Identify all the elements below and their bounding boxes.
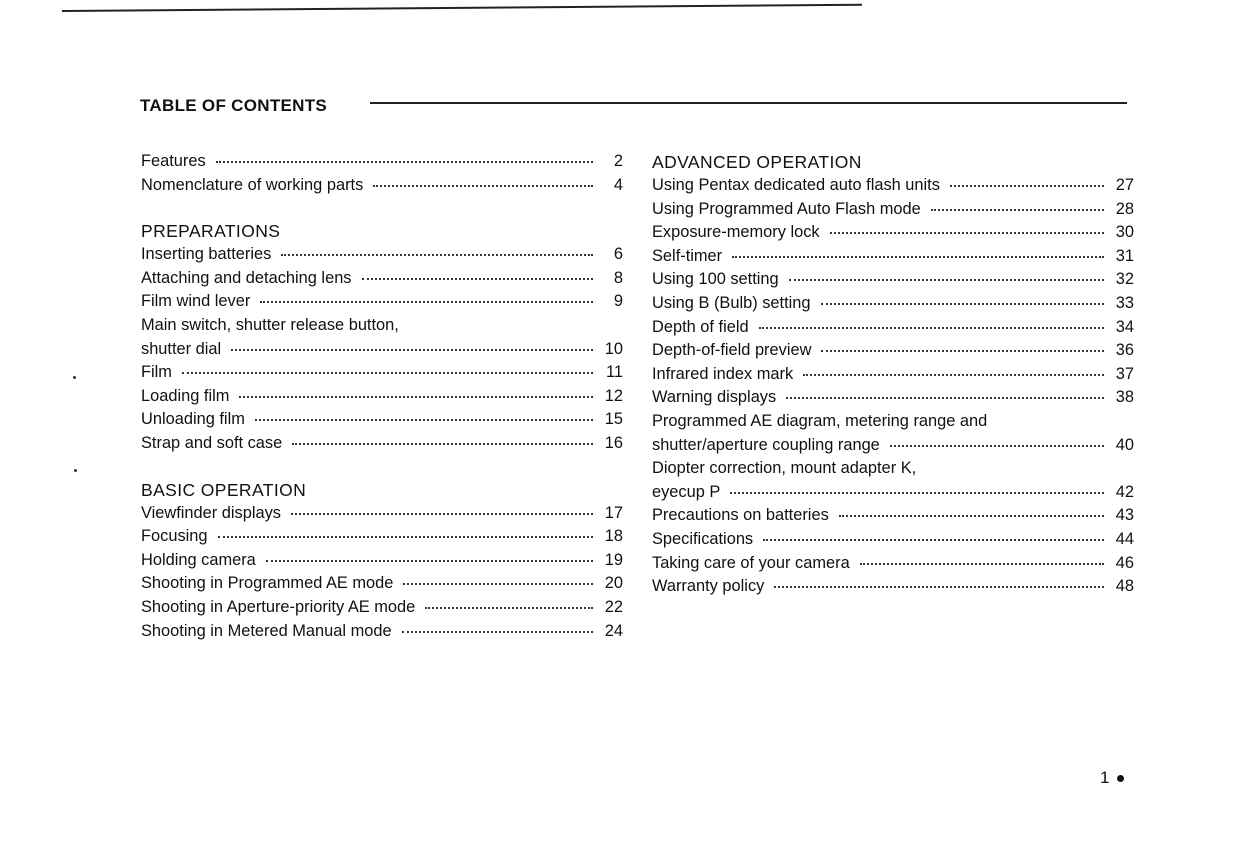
toc-entry-page: 48 <box>1115 577 1134 596</box>
toc-entry[interactable] <box>652 316 1134 340</box>
toc-entry-label: eyecup P <box>652 482 721 501</box>
dot-leader <box>830 232 1104 234</box>
toc-entry-page: 19 <box>604 550 623 569</box>
toc-entry-label: Warranty policy <box>652 577 765 596</box>
dot-leader <box>291 513 593 515</box>
dot-leader <box>860 563 1104 565</box>
toc-entry-page: 17 <box>604 503 623 522</box>
toc-entry-page: 28 <box>1115 199 1134 218</box>
dot-leader <box>931 209 1104 211</box>
toc-entry-page: 43 <box>1115 506 1134 525</box>
toc-entry[interactable] <box>652 339 1134 363</box>
dot-leader <box>239 396 593 398</box>
scan-speck <box>73 376 76 379</box>
toc-entry[interactable] <box>141 620 623 644</box>
toc-entry-label: Using B (Bulb) setting <box>652 293 811 312</box>
toc-entry[interactable] <box>141 361 623 385</box>
toc-entry-page: 9 <box>613 292 623 311</box>
dot-leader <box>266 560 593 562</box>
toc-entry-label: Depth-of-field preview <box>652 341 812 360</box>
toc-entry-page: 44 <box>1115 529 1134 548</box>
toc-entry-page: 30 <box>1115 223 1134 242</box>
toc-entry-label: Main switch, shutter release button, <box>141 315 399 334</box>
toc-entry-page: 10 <box>604 339 623 358</box>
toc-entry-label: Inserting batteries <box>141 245 272 264</box>
toc-entry-label: Programmed AE diagram, metering range and <box>652 411 988 430</box>
toc-entry-page: 12 <box>604 386 623 405</box>
toc-entry-label: Depth of field <box>652 317 749 336</box>
dot-leader <box>231 349 593 351</box>
toc-entry[interactable] <box>141 243 623 267</box>
toc-entry-continued[interactable] <box>652 410 1134 434</box>
toc-entry-continued[interactable] <box>652 457 1134 481</box>
toc-entry[interactable] <box>652 552 1134 576</box>
toc-entry-label: Nomenclature of working parts <box>141 175 364 194</box>
dot-leader <box>216 161 593 163</box>
dot-leader <box>950 185 1104 187</box>
dot-leader <box>425 607 593 609</box>
page-title: TABLE OF CONTENTS <box>140 96 328 115</box>
toc-entry-page: 11 <box>605 363 623 382</box>
toc-entry[interactable] <box>141 525 623 549</box>
dot-leader <box>730 492 1104 494</box>
dot-leader <box>260 301 593 303</box>
scan-edge-line <box>62 4 862 12</box>
toc-entry[interactable] <box>652 174 1134 198</box>
scan-speck <box>74 469 77 472</box>
toc-entry-label: Attaching and detaching lens <box>141 268 352 287</box>
dot-leader <box>403 583 593 585</box>
toc-entry[interactable] <box>141 385 623 409</box>
toc-entry[interactable] <box>141 338 623 362</box>
toc-entry[interactable] <box>141 549 623 573</box>
toc-entry[interactable] <box>141 596 623 620</box>
dot-leader <box>218 536 593 538</box>
toc-entry-label: Taking care of your camera <box>652 553 850 572</box>
toc-entry-label: Diopter correction, mount adapter K, <box>652 459 917 478</box>
toc-entry-page: 24 <box>604 621 623 640</box>
toc-entry-page: 34 <box>1115 317 1134 336</box>
toc-entry[interactable] <box>652 198 1134 222</box>
toc-entry-label: Shooting in Metered Manual mode <box>141 621 392 640</box>
toc-entry-page: 2 <box>613 152 623 170</box>
toc-entry[interactable] <box>141 572 623 596</box>
dot-leader <box>281 254 593 256</box>
toc-entry-page: 4 <box>613 175 623 194</box>
toc-entry-page: 36 <box>1115 341 1134 360</box>
toc-entry-page: 38 <box>1115 388 1134 407</box>
toc-entry-label: Specifications <box>652 529 754 548</box>
dot-leader <box>821 350 1104 352</box>
toc-entry[interactable] <box>652 434 1134 458</box>
toc-entry[interactable] <box>141 502 623 526</box>
toc-entry-page: 20 <box>604 574 623 593</box>
toc-entry-page: 46 <box>1115 553 1134 572</box>
toc-entry[interactable] <box>652 221 1134 245</box>
toc-entry[interactable] <box>652 386 1134 410</box>
toc-entry[interactable] <box>652 292 1134 316</box>
bullet-icon <box>1117 775 1124 782</box>
toc-column-right <box>652 150 1134 599</box>
toc-entry-page: 31 <box>1115 246 1134 265</box>
toc-entry-label: Film wind lever <box>141 292 251 311</box>
toc-entry-page: 15 <box>604 410 623 429</box>
toc-column-left <box>141 150 623 643</box>
toc-entry-page: 27 <box>1115 176 1134 194</box>
toc-entry-page: 33 <box>1115 293 1134 312</box>
toc-entry-label: Features <box>141 152 206 170</box>
toc-entry[interactable] <box>141 267 623 291</box>
dot-leader <box>732 256 1104 258</box>
toc-entry-label: Precautions on batteries <box>652 506 829 525</box>
dot-leader <box>839 515 1104 517</box>
toc-entry-page: 22 <box>604 597 623 616</box>
toc-entry-page: 16 <box>604 433 623 452</box>
toc-entry[interactable] <box>141 432 623 456</box>
section-heading-preparations: PREPARATIONS <box>141 221 281 242</box>
toc-entry-page: 6 <box>613 245 623 264</box>
toc-entry[interactable] <box>141 290 623 314</box>
dot-leader <box>373 185 593 187</box>
toc-entry-label: Warning displays <box>652 388 777 407</box>
dot-leader <box>402 631 593 633</box>
toc-entry-label: shutter/aperture coupling range <box>652 435 880 454</box>
toc-entry-label: Using Pentax dedicated auto flash units <box>652 176 940 194</box>
dot-leader <box>292 443 593 445</box>
toc-entry-label: Shooting in Aperture-priority AE mode <box>141 597 416 616</box>
toc-entry-label: Film <box>141 363 172 382</box>
toc-entry-label: Strap and soft case <box>141 433 283 452</box>
toc-entry-label: Shooting in Programmed AE mode <box>141 574 394 593</box>
toc-entry-label: Focusing <box>141 527 208 546</box>
toc-entry[interactable] <box>652 363 1134 387</box>
dot-leader <box>362 278 593 280</box>
dot-leader <box>821 303 1104 305</box>
toc-entry[interactable] <box>652 268 1134 292</box>
dot-leader <box>786 397 1104 399</box>
toc-entry-label: Viewfinder displays <box>141 503 282 522</box>
dot-leader <box>763 539 1104 541</box>
toc-entry-label: shutter dial <box>141 339 222 358</box>
toc-entry-page: 37 <box>1115 364 1134 383</box>
toc-entry-label: Loading film <box>141 386 230 405</box>
toc-entry-page: 42 <box>1115 482 1134 501</box>
toc-entry-page: 8 <box>613 268 623 287</box>
toc-entry[interactable] <box>652 245 1134 269</box>
toc-entry[interactable] <box>652 575 1134 599</box>
toc-entry-label: Using 100 setting <box>652 270 779 289</box>
toc-entry[interactable] <box>141 150 623 174</box>
toc-entry[interactable] <box>652 504 1134 528</box>
toc-entry-label: Self-timer <box>652 246 723 265</box>
page-number <box>1100 768 1124 788</box>
dot-leader <box>890 445 1104 447</box>
toc-entry[interactable] <box>141 174 623 198</box>
toc-entry-label: Exposure-memory lock <box>652 223 820 242</box>
dot-leader <box>255 419 593 421</box>
toc-entry[interactable] <box>652 528 1134 552</box>
dot-leader <box>803 374 1104 376</box>
page-number-text: 1 <box>1100 768 1110 787</box>
toc-entry-page: 32 <box>1115 270 1134 289</box>
toc-entry-continued[interactable] <box>141 314 623 338</box>
toc-entry-label: Infrared index mark <box>652 364 794 383</box>
section-heading-basic-operation: BASIC OPERATION <box>141 479 307 500</box>
toc-entry-label: Unloading film <box>141 410 245 429</box>
toc-entry-label: Holding camera <box>141 550 256 569</box>
toc-entry-page: 40 <box>1115 435 1134 454</box>
title-rule <box>370 102 1127 104</box>
toc-entry-label: Using Programmed Auto Flash mode <box>652 199 921 218</box>
toc-entry-page: 18 <box>604 527 623 546</box>
toc-entry[interactable] <box>652 481 1134 505</box>
toc-entry[interactable] <box>141 408 623 432</box>
dot-leader <box>789 279 1104 281</box>
dot-leader <box>182 372 593 374</box>
dot-leader <box>774 586 1104 588</box>
section-heading-advanced-operation: ADVANCED OPERATION <box>652 152 862 172</box>
dot-leader <box>759 327 1104 329</box>
